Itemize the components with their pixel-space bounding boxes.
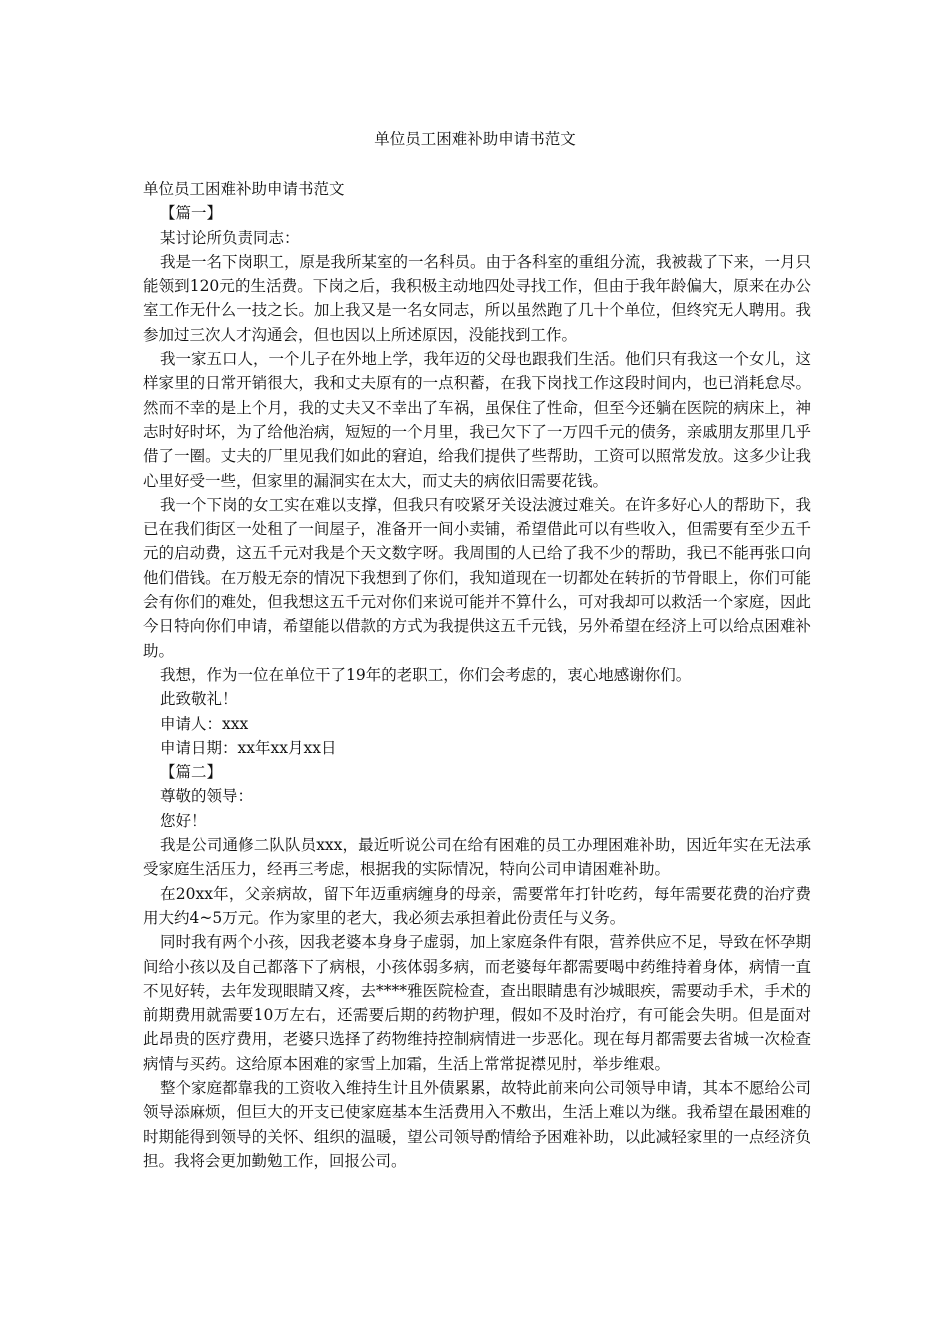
- document-subtitle: 单位员工困难补助申请书范文: [143, 180, 345, 198]
- document-body: [143, 177, 811, 1173]
- section2-heading: 【篇二】: [160, 763, 223, 782]
- section1-heading: 【篇一】: [160, 204, 223, 223]
- section2-paragraph: 整个家庭都靠我的工资收入维持生计且外债累累，故特此前来向公司领导申请，其本不愿给公司领导添麻烦，但巨大的开支已使家庭基本生活费用入不敷出，生活上难以为继。我希望在最困难的时期能得到领导的关怀、组织的温暖，望公司领导酌情给予困难补助，以此减轻家里的一点经济负担。我将会更加勤勉工作，回报公司。: [143, 1078, 812, 1170]
- section1-paragraph: 我一家五口人，一个儿子在外地上学，我年迈的父母也跟我们生活。他们只有我这一个女儿，这样家里的日常开销很大，我和丈夫原有的一点积蓄，在我下岗找工作这段时间内，也已消耗怠尽。然而不幸的是上个月，我的丈夫又不幸出了车祸，虽保住了性命，但至今还躺在医院的病床上，神志时好时坏，为了给他治病，短短的一个月里，我已欠下了一万四千元的债务，亲戚朋友那里几乎借了一圈。丈夫的厂里见我们如此的窘迫，给我们提供了些帮助，工资可以照常发放。这多少让我心里好受一些，但家里的漏洞实在太大，而丈夫的病依旧需要花钱。: [143, 350, 812, 490]
- section1-paragraph: 我想，作为一位在单位干了19年的老职工，你们会考虑的，衷心地感谢你们。: [160, 665, 692, 684]
- section1-applicant: 申请人：xxx: [160, 714, 249, 733]
- section2-paragraph: 同时我有两个小孩，因我老婆本身身子虚弱，加上家庭条件有限，营养供应不足，导致在怀孕期间给小孩以及自己都落下了病根，小孩体弱多病，而老婆每年都需要喝中药维持着身体，病情一直不见好转，去年发现眼睛又疼，去****雅医院检查，查出眼睛患有沙城眼疾，需要动手术，手术的前期费用就需要10万左右，还需要后期的药物护理，假如不及时治疗，有可能会失明。但是面对此昂贵的医疗费用，老婆只选择了药物维持控制病情进一步恶化。现在每月都需要去省城一次检查病情与买药。这给原本困难的家雪上加霜，生活上常常捉襟见肘，举步维艰。: [143, 933, 812, 1073]
- section2-paragraph: 在20xx年，父亲病故，留下年迈重病缠身的母亲，需要常年打针吃药，每年需要花费的治疗费用大约4~5万元。作为家里的老大，我必须去承担着此份责任与义务。: [143, 884, 811, 927]
- section2-paragraph: 我是公司通修二队队员xxx，最近听说公司在给有困难的员工办理困难补助，因近年实在无法承受家庭生活压力，经再三考虑，根据我的实际情况，特向公司申请困难补助。: [143, 836, 811, 879]
- section1-date: 申请日期：xx年xx月xx日: [160, 738, 337, 757]
- section1-paragraph: 我一个下岗的女工实在难以支撑，但我只有咬紧牙关设法渡过难关。在许多好心人的帮助下，我已在我们街区一处租了一间屋子，准备开一间小卖铺，希望借此可以有些收入，但需要有至少五千元的启动费，这五千元对我是个天文数字呀。我周围的人已给了我不少的帮助，我已不能再张口向他们借钱。在万般无奈的情况下我想到了你们，我知道现在一切都处在转折的节骨眼上，你们可能会有你们的难处，但我想这五千元对你们来说可能并不算什么，可对我却可以救活一个家庭，因此今日特向你们申请，希望能以借款的方式为我提供这五千元钱，另外希望在经济上可以给点困难补助。: [143, 495, 812, 660]
- document-title: 单位员工困难补助申请书范文: [374, 130, 576, 148]
- section1-closing: 此致敬礼！: [160, 690, 238, 709]
- section1-paragraph: 我是一名下岗职工，原是我所某室的一名科员。由于各科室的重组分流，我被裁了下来，一月只能领到120元的生活费。下岗之后，我积极主动地四处寻找工作，但由于我年龄偏大，原来在办公室工作无什么一技之长。加上我又是一名女同志，所以虽然跑了几十个单位，但终究无人聘用。我参加过三次人才沟通会，但也因以上所述原因，没能找到工作。: [143, 252, 812, 344]
- section2-greeting: 您好！: [160, 811, 207, 830]
- section2-salutation: 尊敬的领导：: [160, 787, 254, 806]
- section1-salutation: 某讨论所负责同志：: [160, 228, 300, 247]
